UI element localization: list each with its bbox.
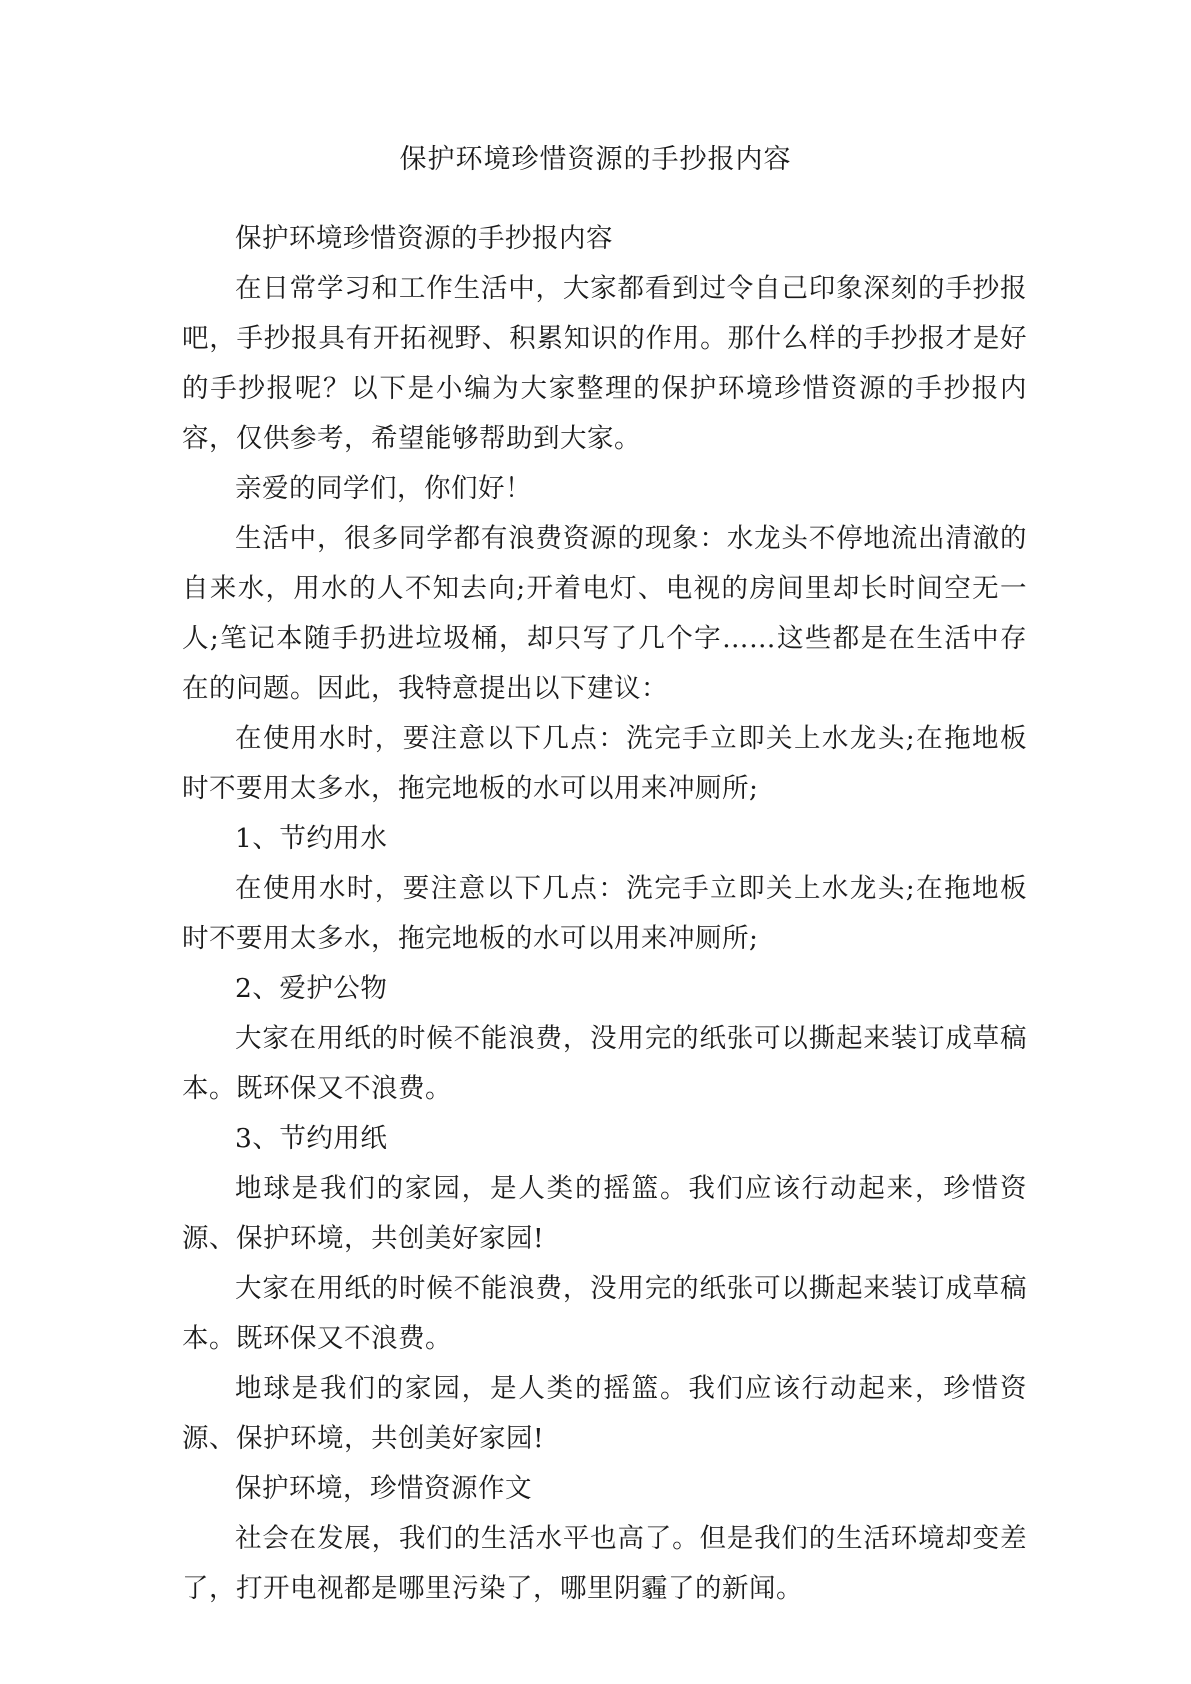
- paragraph-intro: 在日常学习和工作生活中，大家都看到过令自己印象深刻的手抄报吧，手抄报具有开拓视野、积累知识的作用。那什么样的手抄报才是好的手抄报呢？以下是小编为大家整理的保护环境珍惜资源的手抄报内容，仅供参考，希望能够帮助到大家。: [182, 273, 1027, 454]
- paragraph-essay-body: 社会在发展，我们的生活水平也高了。但是我们的生活环境却变差了，打开电视都是哪里污染了，哪里阴霾了的新闻。: [182, 1523, 1027, 1604]
- paragraph-waste-phenomena: 生活中，很多同学都有浪费资源的现象：水龙头不停地流出清澈的自来水，用水的人不知去向;开着电灯、电视的房间里却长时间空无一人;笔记本随手扔进垃圾桶，却只写了几个字……这些都是在生活中存在的问题。因此，我特意提出以下建议：: [182, 523, 1027, 704]
- paragraph-greeting: 亲爱的同学们，你们好！: [235, 473, 532, 504]
- paragraph-essay-heading: 保护环境，珍惜资源作文: [235, 1473, 532, 1504]
- paragraph-subtitle: 保护环境珍惜资源的手抄报内容: [235, 223, 613, 254]
- section-heading-protect-property: 2、爱护公物: [235, 973, 388, 1004]
- paragraph-earth-home: 地球是我们的家园，是人类的摇篮。我们应该行动起来，珍惜资源、保护环境，共创美好家园!: [182, 1173, 1027, 1254]
- paragraph-paper-tips-repeat: 大家在用纸的时候不能浪费，没用完的纸张可以撕起来装订成草稿本。既环保又不浪费。: [182, 1273, 1027, 1354]
- document-title: 保护环境珍惜资源的手抄报内容: [399, 144, 792, 175]
- document-body: [182, 214, 1027, 1614]
- section-heading-save-paper: 3、节约用纸: [235, 1123, 388, 1154]
- paragraph-water-tips-repeat: 在使用水时，要注意以下几点：洗完手立即关上水龙头;在拖地板时不要用太多水，拖完地板的水可以用来冲厕所;: [182, 873, 1027, 954]
- paragraph-water-tips: 在使用水时，要注意以下几点：洗完手立即关上水龙头;在拖地板时不要用太多水，拖完地板的水可以用来冲厕所;: [182, 723, 1027, 804]
- paragraph-paper-tips: 大家在用纸的时候不能浪费，没用完的纸张可以撕起来装订成草稿本。既环保又不浪费。: [182, 1023, 1027, 1104]
- section-heading-save-water: 1、节约用水: [235, 823, 388, 854]
- paragraph-earth-home-repeat: 地球是我们的家园，是人类的摇篮。我们应该行动起来，珍惜资源、保护环境，共创美好家园!: [182, 1373, 1027, 1454]
